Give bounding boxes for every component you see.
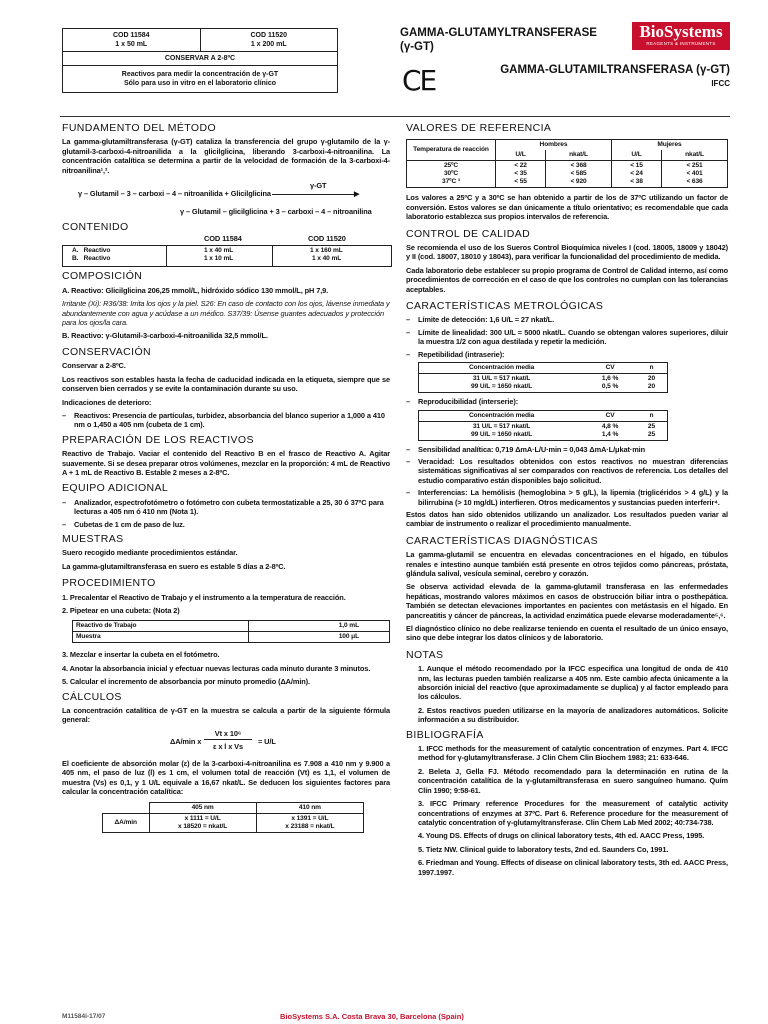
list-item: – Veracidad: Los resultados obtenidos con estos reactivos no muestran diferencias sistemáticas significativas al ser comparados con reactivos de referencia. Los detalles del estudio comparativo están disponibles bajo solicitud.	[406, 457, 728, 485]
contenido-heading: CONTENIDO	[62, 221, 129, 234]
bibliografia-heading: BIBLIOGRAFÍA	[406, 728, 484, 741]
muestras-heading: MUESTRAS	[62, 532, 124, 545]
cod-11584-cell: COD 11584 1 x 50 mL	[63, 29, 201, 52]
contenido-row: B. Reactivo	[72, 255, 111, 263]
composicion-a: A. Reactivo: Glicilglicina 206,25 mmol/L, hidróxido sódico 130 mmol/L, pH 7,9.	[62, 285, 329, 295]
list-item: 2. Estos reactivos pueden utilizarse en la mayoría de analizadores automáticos. Solicite información a su distribuidor.	[418, 705, 728, 725]
reaction-scheme: γ – Glutamil – 3 – carboxi – 4 – nitroanilida + Glicilglicina γ-GT ▶ γ – Glutamil – glicilglicina + 3 – carboxi – 4 – nitroanilina	[78, 181, 372, 217]
list-item: 2. Beleta J, Gella FJ. Método recomendado para la determinación en rutina de la concentración catalítica de la γ-glutamiltransferasa en suero sanguíneo humano. Quím Clín 1990; 9:58-61.	[418, 766, 728, 795]
table-row: Reactivo de Trabajo 1,0 mL	[73, 621, 390, 632]
factors-table: 405 nm 410 nm ΔA/min x 1111 = U/L x 18520 = nkat/L x 1391 = U/L x 23188 = nkat/L	[102, 802, 364, 833]
calculos-heading: CÁLCULOS	[62, 690, 122, 703]
list-item: 4. Young DS. Effects of drugs on clinical laboratory tests, 4th ed. AACC Press, 1995.	[418, 831, 705, 841]
procedure-table	[72, 620, 390, 643]
list-item: 3. IFCC Primary reference Procedures for the measurement of catalytic activity concentrations of enzymes at 37ºC. Part 6. Reference procedure for the measurement of catalytic concentration of γ-glutamyltransferase. Clin Chem Lab Med 2002; 40:734-738.	[418, 799, 728, 827]
ce-mark-icon: CE	[402, 64, 436, 97]
fundamento-text: La gamma-glutamiltransferasa (γ-GT) cataliza la transferencia del grupo γ-glutamilo de la γ-glutamil-3-carboxi-4-nitroanilida a la glicilglicina, liberando 3-carboxi-4-nitroanilina. La concentración catalítica se determina a partir de la velocidad de formación de la 3-carboxi-4-nitroanilina¹,².	[62, 137, 390, 175]
table-row: 31 U/L = 517 nkat/L 99 U/L = 1650 nkat/L 4,8 % 1,4 % 25 25	[419, 421, 668, 440]
footer-code: M11584i-17/07	[62, 1013, 106, 1020]
equipo-heading: EQUIPO ADICIONAL	[62, 482, 169, 495]
arrow-head-icon: ▶	[354, 191, 360, 199]
list-item: – Límite de detección: 1,6 U/L = 27 nkat/L.	[406, 315, 728, 324]
footer-company: BioSystems S.A. Costa Brava 30, Barcelona (Spain)	[280, 1012, 464, 1021]
right-column: VALORES DE REFERENCIA Temperatura de reacción Hombres Mujeres U/L nkat/L U/L nkat/L 25ºC 30ºC 37ºC ³ < 22 < 35 < 55 < 368 < 585 < 920 < 15 < 24 < 38 < 251 < 401 < 636 Los valores a 25ºC y a 30ºC se han obtenido a partir de los de 37ºC utilizando un factor de conversión. Estos valores se dan únicamente a título orientativo; es recomendable que cada laboratorio establezca sus propios intervalos de referencia. CONTROL DE CALIDAD Se recomienda el uso de los Sueros Control Bioquímica niveles I (cod. 18005, 18009 y 18042) y II (cod. 18007, 18010 y 18043), para verificar la funcionalidad del procedimiento de medida. Cada laboratorio debe establecer su propio programa de Control de Calidad interno, así como procedimientos de corrección en el caso de que los controles no cumplan con las tolerancias aceptables. CARACTERÍSTICAS METROLÓGICAS – Límite de detección: 1,6 U/L = 27 nkat/L. – Límite de linealidad: 300 U/L = 5000 nkat/L. Cuando se obtengan valores superiores, diluir la muestra 1/2 con agua destilada y repetir la medición. – Repetibilidad (intraserie): Concentración media CV n 31 U/L = 517 nkat/L 99 U/L = 1650 nkat/L 1,6 % 0,5 % 20 20 – Reproducibilidad (interserie): Concentración media CV n 31 U/L = 517 nkat/L 99 U/L = 1650 nkat/L 4,8 % 1,4 % 25 25 – Sensibilidad analítica: 0,719 ΔmA·L/U·min = 0,043 ΔmA·L/μkat·min – Veracidad: Los resultados obtenidos con estos reactivos no muestran diferencias sistemáticas significativas al ser comparados con reactivos de referencia. Los detalles del estudio comparativo están disponibles bajo solicitud. – Interferencias: La hemólisis (hemoglobina > 5 g/L), la lipemia (triglicéridos > 4 g/L) y la bilirrubina (> 10 mg/dL) interfieren. Otros medicamentos y sustancias pueden interferir⁴. Estos datos han sido obtenidos utilizando un analizador. Los resultados pueden variar al cambiar de instrumento o realizar el procedimiento manualmente. CARACTERÍSTICAS DIAGNÓSTICAS La gamma-glutamil se encuentra en elevadas concentraciones en el hígado, en túbulos renales e intestino aunque también está presente en otros tejidos como páncreas, próstata, glándula salival, vesícula seminal, cerebro y corazón. Se observa actividad elevada de la gamma-glutamil transferasa en las enfermedades hepáticas, mostrando valores máximos en casos de obstrucción biliar intra o posthepática. También se detectan elevaciones importantes en pacientes con metástasis en el hígado. En pancreatitis y cáncer de páncreas, la actividad enzimática puede elevarse moderadamente⁵,⁶. El diagnóstico clínico no debe realizarse teniendo en cuenta el resultado de un único ensayo, sino que debe integrar los datos clínicos y de laboratorio. NOTAS 1. Aunque el método recomendado por la IFCC especifica una longitud de onda de 410 nm, las lecturas pueden también realizarse a 405 nm. Este cambio afecta únicamente a la absorción inicial del reactivo (que aproximadamente se duplica) y al factor empleado para los cálculos. 2. Estos reactivos pueden utilizarse en la mayoría de analizadores automáticos. Solicite información a su distribuidor. BIBLIOGRAFÍA 1. IFCC methods for the measurement of catalytic concentration of enzymes. Part 4. IFCC method for γ-glutamyltransferase. J Clin Chem Clin Biochem 1983; 21: 633-646. 2. Beleta J, Gella FJ. Método recomendado para la determinación en rutina de la concentración catalítica de la γ-glutamiltransferasa en suero sanguíneo humano. Quím Clín 1990; 9:58-61. 3. IFCC Primary reference Procedures for the measurement of catalytic activity concentrations of enzymes at 37ºC. Part 6. Reference procedure for the measurement of catalytic concentration of γ-glutamyltransferase. Clin Chem Lab Med 2002; 40:734-738. 4. Young DS. Effects of drugs on clinical laboratory tests, 4th ed. AACC Press, 1995. 5. Tietz NW. Clinical guide to laboratory tests, 2nd ed. Saunders Co, 1991. 6. Friedman and Young. Effects of disease on clinical laboratory tests, 3th ed. AACC Press, 1997.1997.	[406, 124, 728, 881]
list-item: 5. Tietz NW. Clinical guide to laboratory tests, 2nd ed. Saunders Co, 1991.	[418, 844, 669, 854]
contenido-table: COD 11584 COD 11520 A. Reactivo B. Reactivo 1 x 40 mL 1 x 10 mL 1 x 160 mL 1 x 40 mL	[62, 234, 390, 264]
reference-values-table: Temperatura de reacción Hombres Mujeres U/L nkat/L U/L nkat/L 25ºC 30ºC 37ºC ³ < 22 < 35 < 55 < 368 < 585 < 920 < 15 < 24 < 38 < 251 < 401 < 636	[406, 139, 728, 188]
table-row: Muestra 100 μL	[73, 632, 390, 643]
title-english: GAMMA-GLUTAMYLTRANSFERASE (γ-GT)	[400, 27, 597, 53]
list-item: – Analizador, espectrofotómetro o fotómetro con cubeta termostatizable a 25, 30 ó 37ºC para lecturas a 405 nm ó 410 nm (Nota 1).	[62, 498, 390, 517]
table-row: 31 U/L = 517 nkat/L 99 U/L = 1650 nkat/L 1,6 % 0,5 % 20 20	[419, 374, 668, 393]
method-label: IFCC	[711, 79, 730, 88]
fundamento-heading: FUNDAMENTO DEL MÉTODO	[62, 122, 217, 134]
composicion-warning: Irritante (Xi): R36/38: Irrita los ojos y la piel. S26: En caso de contacto con los ojos, lávense inmediata y abundantemente con agua y acúdase a un médico. S37/39: Úsense guantes adecuados y protección para los ojos/la cara.	[62, 299, 390, 328]
procedimiento-heading: PROCEDIMIENTO	[62, 577, 156, 590]
composicion-heading: COMPOSICIÓN	[62, 270, 143, 283]
composicion-b: B. Reactivo: γ-Glutamil-3-carboxi-4-nitroanilida 32,5 mmol/L.	[62, 331, 268, 341]
notas-heading: NOTAS	[406, 648, 444, 661]
preparacion-heading: PREPARACIÓN DE LOS REACTIVOS	[62, 433, 254, 446]
list-item: – Repetibilidad (intraserie):	[406, 350, 728, 359]
list-item: 1. Aunque el método recomendado por la IFCC especifica una longitud de onda de 410 nm, las lecturas pueden también realizarse a 405 nm. Este cambio afecta únicamente a la absorción inicial del reactivo (que aproximadamente se duplica) y al factor empleado para los cálculos.	[418, 664, 728, 702]
contenido-row: A. Reactivo	[72, 247, 111, 255]
control-heading: CONTROL DE CALIDAD	[406, 227, 531, 240]
conservacion-heading: CONSERVACIÓN	[62, 345, 152, 358]
table-row: ΔA/min x 1111 = U/L x 18520 = nkat/L x 1391 = U/L x 23188 = nkat/L	[103, 814, 364, 833]
metrologicas-heading: CARACTERÍSTICAS METROLÓGICAS	[406, 300, 604, 313]
header-product-box	[62, 28, 338, 93]
list-item: 6. Friedman and Young. Effects of disease on clinical laboratory tests, 3th ed. AACC Press, 1997.1997.	[418, 858, 728, 877]
list-item: – Cubetas de 1 cm de paso de luz.	[62, 520, 390, 529]
reproducibility-table: Concentración media CV n 31 U/L = 517 nkat/L 99 U/L = 1650 nkat/L 4,8 % 1,4 % 25 25	[418, 410, 668, 441]
table-row: 25ºC 30ºC 37ºC ³ < 22 < 35 < 55 < 368 < 585 < 920 < 15 < 24 < 38 < 251 < 401 < 636	[407, 161, 728, 188]
diagnosticas-heading: CARACTERÍSTICAS DIAGNÓSTICAS	[406, 534, 599, 547]
header-divider	[60, 116, 730, 117]
storage-cell: CONSERVAR A 2-8ºC	[63, 52, 338, 66]
purpose-cell: Reactivos para medir la concentración de γ-GT Sólo para uso in vitro en el laboratorio clínico	[63, 66, 338, 93]
list-item: – Sensibilidad analítica: 0,719 ΔmA·L/U·min = 0,043 ΔmA·L/μkat·min	[406, 445, 728, 454]
formula: ΔA/min x Vt x 10⁶ ε x l x Vs = U/L	[170, 728, 276, 751]
repeatability-table: Concentración media CV n 31 U/L = 517 nkat/L 99 U/L = 1650 nkat/L 1,6 % 0,5 % 20 20	[418, 362, 668, 393]
list-item: – Interferencias: La hemólisis (hemoglobina > 5 g/L), la lipemia (triglicéridos > 4 g/L) y la bilirrubina (> 10 mg/dL) interfieren. Otros medicamentos y sustancias pueden interferir⁴.	[406, 488, 728, 507]
list-item: – Límite de linealidad: 300 U/L = 5000 nkat/L. Cuando se obtengan valores superiores, diluir la muestra 1/2 con agua destilada y repetir la medición.	[406, 328, 728, 347]
valores-heading: VALORES DE REFERENCIA	[406, 122, 552, 134]
list-item: – Reactivos: Presencia de partículas, turbidez, absorbancia del blanco superior a 1,000 a 410 nm o 1,450 a 405 nm (cubeta de 1 cm).	[62, 411, 390, 430]
reaction-arrow	[272, 194, 358, 195]
list-item: 1. IFCC methods for the measurement of catalytic concentration of enzymes. Part 4. IFCC method for γ-glutamyltransferase. J Clin Chem Clin Biochem 1983; 21: 633-646.	[418, 744, 728, 763]
cod-11520-cell: COD 11520 1 x 200 mL	[200, 29, 338, 52]
title-spanish: GAMMA-GLUTAMILTRANSFERASA (γ-GT)	[500, 64, 730, 76]
biosystems-logo: BioSystems REAGENTS & INSTRUMENTS	[632, 22, 730, 50]
list-item: – Reproducibilidad (interserie):	[406, 397, 728, 406]
left-column: FUNDAMENTO DEL MÉTODO La gamma-glutamiltransferasa (γ-GT) cataliza la transferencia del grupo γ-glutamilo de la γ-glutamil-3-carboxi-4-nitroanilida a la glicilglicina, liberando 3-carboxi-4-nitroanilina. La concentración catalítica se determina a partir de la velocidad de formación de la 3-carboxi-4-nitroanilina¹,². γ – Glutamil – 3 – carboxi – 4 – nitroanilida + Glicilglicina γ-GT ▶ γ – Glutamil – glicilglicina + 3 – carboxi – 4 – nitroanilina CONTENIDO COD 11584 COD 11520 A. Reactivo B. Reactivo 1 x 40 mL 1 x 10 mL 1 x 160 mL 1 x 40 mL COMPOSICIÓN A. Reactivo: Glicilglicina 206,25 mmol/L, hidróxido sódico 130 mmol/L, pH 7,9. Irritante (Xi): R36/38: Irrita los ojos y la piel. S26: En caso de contacto con los ojos, lávense inmediata y abundantemente con agua y acúdase a un médico. S37/39: Úsense guantes adecuados y protección para los ojos/la cara. B. Reactivo: γ-Glutamil-3-carboxi-4-nitroanilida 32,5 mmol/L. CONSERVACIÓN Conservar a 2-8ºC. Los reactivos son estables hasta la fecha de caducidad indicada en la etiqueta, siempre que se conserven bien cerrados y se evite la contaminación durante su uso. Indicaciones de deterioro: – Reactivos: Presencia de partículas, turbidez, absorbancia del blanco superior a 1,000 a 410 nm o 1,450 a 405 nm (cubeta de 1 cm). PREPARACIÓN DE LOS REACTIVOS Reactivo de Trabajo. Vaciar el contenido del Reactivo B en el frasco de Reactivo A. Agitar suavemente. Si se desea preparar otros volúmenes, mezclar en la proporción: 4 mL de Reactivo A + 1 mL de Reactivo B. Estable 2 meses a 2-8ºC. EQUIPO ADICIONAL – Analizador, espectrofotómetro o fotómetro con cubeta termostatizable a 25, 30 ó 37ºC para lecturas a 405 nm ó 410 nm (Nota 1). – Cubetas de 1 cm de paso de luz. MUESTRAS Suero recogido mediante procedimientos estándar. La gamma-glutamiltransferasa en suero es estable 5 días a 2-8ºC. PROCEDIMIENTO 1. Precalentar el Reactivo de Trabajo y el instrumento a la temperatura de reacción. 2. Pipetear en una cubeta: (Nota 2) Reactivo de Trabajo 1,0 mL Muestra 100 μL 3. Mezclar e insertar la cubeta en el fotómetro. 4. Anotar la absorbancia inicial y efectuar nuevas lecturas cada minuto durante 3 minutos. 5. Calcular el incremento de absorbancia por minuto promedio (ΔA/min). CÁLCULOS La concentración catalítica de γ-GT en la muestra se calcula a partir de la siguiente fórmula general: ΔA/min x Vt x 10⁶ ε x l x Vs = U/L El coeficiente de absorción molar (ε) de la 3-carboxi-4-nitroanilina es 7.908 a 410 nm y 9.900 a 405 nm, el paso de luz (l) es 1 cm, el volumen total de reacción (Vt) es 1,1, el volumen de muestra (Vs) es 0,1, y 1 U/L equivale a 16,67 nkat/L. Se deducen los siguientes factores para calcular la concentración catalítica: 405 nm 410 nm ΔA/min x 1111 = U/L x 18520 = nkat/L x 1391 = U/L x 23188 = nkat/L	[62, 124, 390, 833]
